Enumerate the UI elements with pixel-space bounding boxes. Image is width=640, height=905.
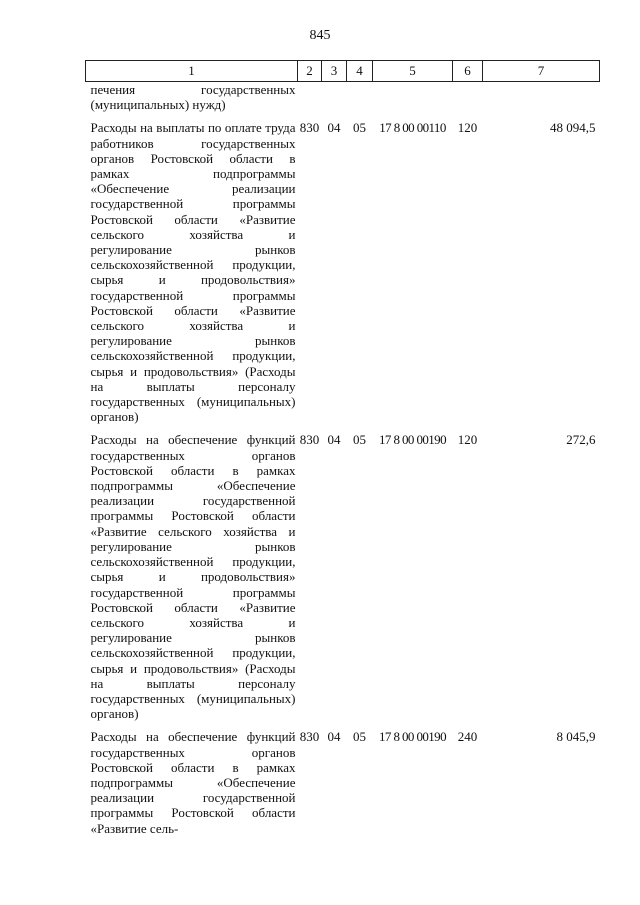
row-ministry-code (298, 82, 322, 113)
row-expense-type: 120 (457, 432, 478, 448)
row-description: Расходы на обеспечение функций государственных органов Ростовской области в рамках подпрограммы «Обеспечение реализации государственной программы Ростовской области «Развитие сель- (90, 729, 296, 836)
column-number-row (86, 61, 600, 82)
row-subsection (347, 82, 373, 113)
table-row (86, 82, 600, 113)
column-header-5: 5 (373, 61, 453, 82)
row-target-article (373, 82, 453, 113)
column-header-7: 7 (483, 61, 600, 82)
row-target-article: 17 8 00 00190 (379, 729, 446, 745)
row-section: 04 (327, 432, 341, 448)
column-header-4: 4 (347, 61, 373, 82)
table-row (86, 112, 600, 424)
column-header-1: 1 (86, 61, 298, 82)
row-expense-type (453, 82, 483, 113)
row-subsection: 05 (353, 120, 366, 136)
row-description: Расходы на обеспечение функций государственных органов Ростовской области в рамках подпрограммы «Обеспечение реализации государственной программы Ростовской области «Развитие сельского хозяйства и регулирование рынков сельскохозяйственной продукции, сырья и продовольствия» государственной программы Ростовской области «Развитие сельского хозяйства и регулирование рынков сельскохозяйственной продукции, сырья и продовольствия» (Расходы на выплаты персоналу государственных (муниципальных) органов) (90, 432, 296, 722)
row-target-article: 17 8 00 00110 (379, 120, 446, 136)
row-target-article: 17 8 00 00190 (379, 432, 446, 448)
column-header-2: 2 (298, 61, 322, 82)
row-section: 04 (327, 120, 341, 136)
row-description: печения государственных (муниципальных) нужд) (90, 82, 296, 113)
row-expense-type: 120 (457, 120, 478, 136)
page-number: 845 (309, 28, 331, 43)
row-ministry-code: 830 (299, 729, 320, 745)
budget-table (85, 60, 600, 836)
row-amount: 48 094,5 (550, 120, 596, 136)
row-description: Расходы на выплаты по оплате труда работников государственных органов Ростовской области в рамках подпрограммы «Обеспечение реализации государственной программы Ростовской области «Развитие сельского хозяйства и регулирование рынков сельскохозяйственной продукции, сырья и продовольствия» государственной программы Ростовской области «Развитие сельского хозяйства и регулирование рынков сельскохозяйственной продукции, сырья и продовольствия» (Расходы на выплаты персоналу государственных (муниципальных) органов) (90, 120, 296, 425)
table-row (86, 424, 600, 721)
row-amount (483, 82, 600, 113)
row-ministry-code: 830 (299, 120, 320, 136)
row-section (322, 82, 347, 113)
row-ministry-code: 830 (299, 432, 320, 448)
row-amount: 8 045,9 (556, 729, 596, 745)
row-section: 04 (327, 729, 341, 745)
column-header-6: 6 (453, 61, 483, 82)
row-subsection: 05 (353, 729, 366, 745)
column-header-3: 3 (322, 61, 347, 82)
row-expense-type: 240 (457, 729, 478, 745)
row-subsection: 05 (353, 432, 366, 448)
table-row (86, 721, 600, 835)
row-amount: 272,6 (566, 432, 596, 448)
